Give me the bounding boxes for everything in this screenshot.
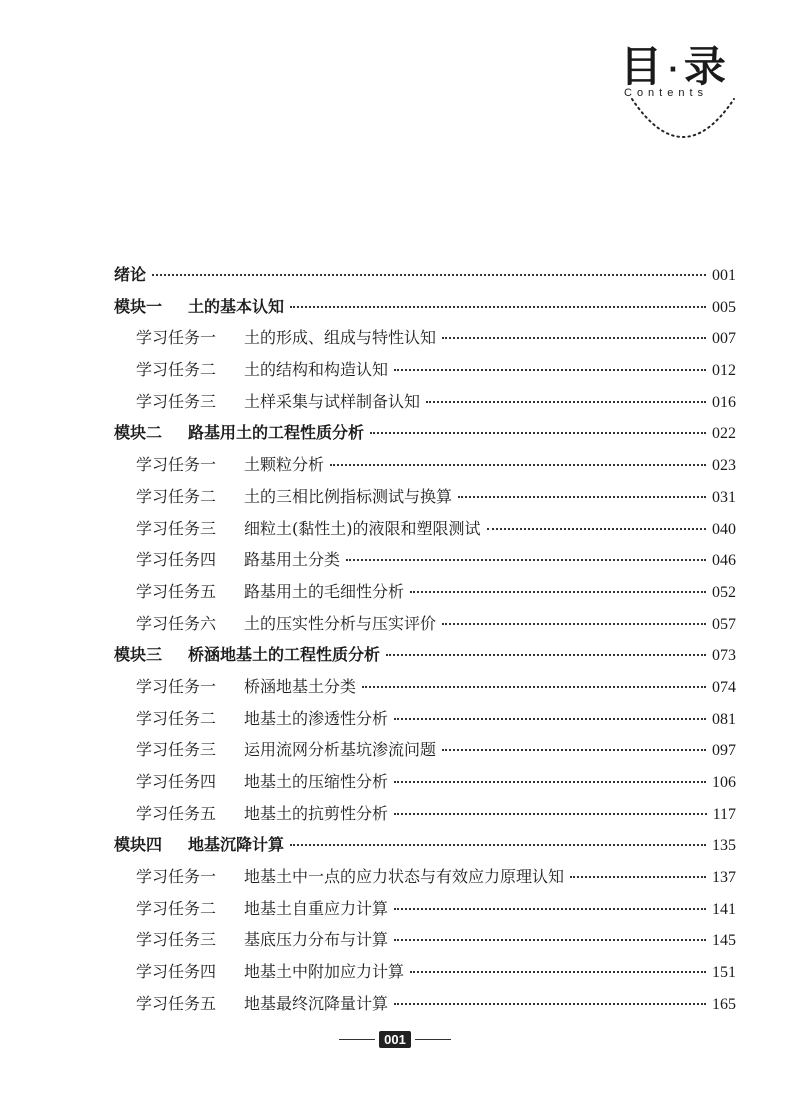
toc-entry-label (136, 896, 388, 919)
toc-entry-number: 学习任务一 (136, 676, 217, 696)
toc-entry-label (136, 357, 388, 380)
dot-leader (152, 274, 706, 276)
toc-entry-title: 地基土的压缩性分析 (244, 772, 389, 791)
toc-entry-number: 学习任务六 (136, 613, 217, 633)
toc-entry-label (136, 737, 436, 760)
toc-module-entry[interactable] (114, 262, 736, 294)
dot-leader (370, 432, 706, 434)
toc-entry-title: 土样采集与试样制备认知 (244, 391, 421, 411)
toc-entry-number: 绪论 (114, 265, 147, 284)
toc-entry-title: 运用流网分析基坑渗流问题 (244, 740, 437, 760)
toc-page-number: 057 (712, 615, 736, 633)
toc-entry-label (136, 389, 420, 412)
dot-leader (394, 813, 707, 815)
page-number: 001 (379, 1031, 411, 1048)
toc-entry-title: 土的三相比例指标测试与换算 (244, 486, 453, 506)
dot-leader (410, 591, 706, 593)
toc-entry-title: 细粒土(黏性土)的液限和塑限测试 (244, 518, 481, 538)
dot-leader (394, 908, 706, 910)
toc-task-entry[interactable] (114, 674, 736, 706)
toc-entry-title: 土的形成、组成与特性认知 (244, 328, 437, 348)
toc-entry-number: 学习任务一 (136, 328, 217, 348)
toc-entry-title: 桥涵地基土的工程性质分析 (188, 645, 381, 665)
toc-entry-title: 路基用土的工程性质分析 (188, 423, 365, 443)
toc-entry-title: 地基土自重应力计算 (244, 898, 389, 918)
toc-page-number: 016 (712, 393, 736, 411)
dot-leader (570, 876, 706, 878)
footer-rule-left (339, 1039, 375, 1040)
dot-leader (394, 939, 706, 941)
toc-page-number: 073 (712, 647, 736, 665)
toc-entry-number: 学习任务五 (136, 803, 217, 823)
toc-page-number: 141 (712, 900, 736, 918)
dot-leader (442, 749, 706, 751)
toc-entry-label (136, 927, 388, 950)
dot-leader (394, 1003, 706, 1005)
toc-entry-number: 学习任务三 (136, 391, 217, 411)
toc-task-entry[interactable] (114, 801, 736, 833)
dot-leader (330, 464, 706, 466)
page-title (620, 34, 750, 94)
toc-page-number: 145 (712, 932, 736, 950)
toc-entry-label (136, 547, 340, 570)
toc-entry-label (136, 516, 481, 539)
toc-entry-number: 模块一 (114, 296, 163, 316)
toc-entry-title: 土颗粒分析 (244, 455, 325, 475)
dot-leader (394, 781, 706, 783)
toc-entry-label (136, 769, 388, 792)
toc-page-number: 081 (712, 710, 736, 728)
toc-entry-number: 学习任务五 (136, 993, 217, 1013)
toc-entry-label (114, 832, 284, 855)
toc-task-entry[interactable] (114, 864, 736, 896)
toc-entry-number: 学习任务二 (136, 898, 217, 918)
toc-page-number: 151 (712, 964, 736, 982)
toc-entry-number: 学习任务二 (136, 486, 217, 506)
dot-leader (442, 623, 706, 625)
toc-entry-title: 基底压力分布与计算 (244, 930, 389, 950)
footer-rule-right (415, 1039, 451, 1040)
dot-leader (410, 971, 706, 973)
toc-task-entry[interactable] (114, 389, 736, 421)
toc-task-entry[interactable] (114, 484, 736, 516)
toc-page-number: 074 (712, 678, 736, 696)
toc-page-number: 040 (712, 520, 736, 538)
dot-leader (394, 718, 706, 720)
page-subtitle: Contents (624, 87, 709, 99)
toc-page-number: 135 (712, 837, 736, 855)
toc-page-number: 023 (712, 457, 736, 475)
toc-entry-label (136, 674, 356, 697)
dot-leader (394, 369, 706, 371)
toc-page-number: 106 (712, 774, 736, 791)
toc-entry-number: 学习任务三 (136, 518, 217, 538)
toc-entry-label (136, 579, 404, 602)
dot-leader (362, 686, 706, 688)
toc-entry-number: 模块二 (114, 423, 163, 443)
toc-task-entry[interactable] (114, 991, 736, 1023)
toc-page-number: 165 (712, 995, 736, 1013)
toc-entry-label (136, 959, 404, 982)
toc-page-number: 001 (712, 267, 736, 284)
toc-task-entry[interactable] (114, 516, 736, 548)
toc-page-number: 137 (712, 869, 736, 887)
toc-entry-number: 学习任务一 (136, 867, 217, 887)
toc-task-entry[interactable] (114, 896, 736, 928)
toc-entry-title: 土的压实性分析与压实评价 (244, 613, 437, 633)
title-char-2: 录 (683, 42, 728, 91)
toc-entry-number: 学习任务三 (136, 740, 217, 760)
toc-page-number: 097 (712, 742, 736, 760)
title-char-1: 目 (620, 42, 665, 91)
table-of-contents (114, 262, 736, 1023)
toc-entry-title: 土的结构和构造认知 (244, 360, 389, 380)
toc-entry-number: 模块四 (114, 835, 163, 855)
toc-entry-label (136, 801, 388, 824)
toc-task-entry[interactable] (114, 769, 736, 801)
toc-page-number: 117 (712, 805, 736, 823)
toc-module-entry[interactable] (114, 832, 736, 864)
toc-entry-number: 学习任务五 (136, 581, 217, 601)
toc-entry-number: 学习任务四 (136, 550, 217, 570)
toc-task-entry[interactable] (114, 325, 736, 357)
toc-task-entry[interactable] (114, 611, 736, 643)
toc-task-entry[interactable] (114, 959, 736, 991)
toc-entry-title: 地基土的抗剪性分析 (244, 803, 389, 823)
toc-entry-title: 地基沉降计算 (188, 835, 285, 855)
toc-entry-title: 地基土中一点的应力状态与有效应力原理认知 (244, 867, 565, 887)
toc-entry-number: 模块三 (114, 645, 163, 665)
toc-task-entry[interactable] (114, 357, 736, 389)
toc-module-entry[interactable] (114, 420, 736, 452)
toc-task-entry[interactable] (114, 452, 736, 484)
dot-leader (487, 528, 707, 530)
toc-entry-title: 地基土中附加应力计算 (244, 962, 405, 982)
toc-entry-title: 地基土的渗透性分析 (244, 708, 389, 728)
toc-entry-label (114, 294, 284, 317)
toc-module-entry[interactable] (114, 294, 736, 326)
toc-entry-label (114, 642, 380, 665)
toc-entry-title: 地基最终沉降量计算 (244, 993, 389, 1013)
dot-leader (458, 496, 706, 498)
toc-entry-label (136, 991, 388, 1014)
toc-entry-label (114, 420, 364, 443)
decorative-dotted-arc (628, 95, 738, 143)
toc-page-number: 012 (712, 362, 736, 380)
toc-task-entry[interactable] (114, 547, 736, 579)
toc-entry-label (136, 864, 564, 887)
toc-entry-label (136, 325, 436, 348)
toc-entry-label (136, 452, 324, 475)
toc-entry-title: 桥涵地基土分类 (244, 676, 357, 696)
toc-entry-number: 学习任务一 (136, 455, 217, 475)
toc-page-number: 007 (712, 330, 736, 348)
toc-task-entry[interactable] (114, 927, 736, 959)
dot-leader (346, 559, 706, 561)
dot-leader (290, 844, 706, 846)
dot-leader (290, 306, 706, 308)
dot-leader (426, 401, 706, 403)
toc-entry-number: 学习任务二 (136, 360, 217, 380)
toc-task-entry[interactable] (114, 706, 736, 738)
toc-task-entry[interactable] (114, 579, 736, 611)
toc-entry-title: 土的基本认知 (188, 296, 285, 316)
dot-leader (386, 654, 706, 656)
toc-task-entry[interactable] (114, 737, 736, 769)
toc-entry-number: 学习任务四 (136, 772, 217, 791)
page-footer (0, 1031, 790, 1048)
toc-page-number: 052 (712, 583, 736, 601)
toc-entry-title: 路基用土的毛细性分析 (244, 581, 405, 601)
toc-page-number: 005 (712, 298, 736, 316)
toc-entry-label (136, 706, 388, 729)
toc-page-number: 031 (712, 488, 736, 506)
dot-leader (442, 337, 706, 339)
title-separator: · (668, 54, 680, 85)
toc-entry-title: 路基用土分类 (244, 550, 341, 570)
toc-entry-number: 学习任务四 (136, 962, 217, 982)
toc-page-number: 046 (712, 552, 736, 570)
toc-module-entry[interactable] (114, 642, 736, 674)
toc-entry-number: 学习任务三 (136, 930, 217, 950)
toc-entry-label (136, 611, 436, 634)
toc-page-number: 022 (712, 425, 736, 443)
toc-entry-number: 学习任务二 (136, 708, 217, 728)
toc-entry-label (136, 484, 452, 507)
toc-entry-label (114, 262, 146, 285)
